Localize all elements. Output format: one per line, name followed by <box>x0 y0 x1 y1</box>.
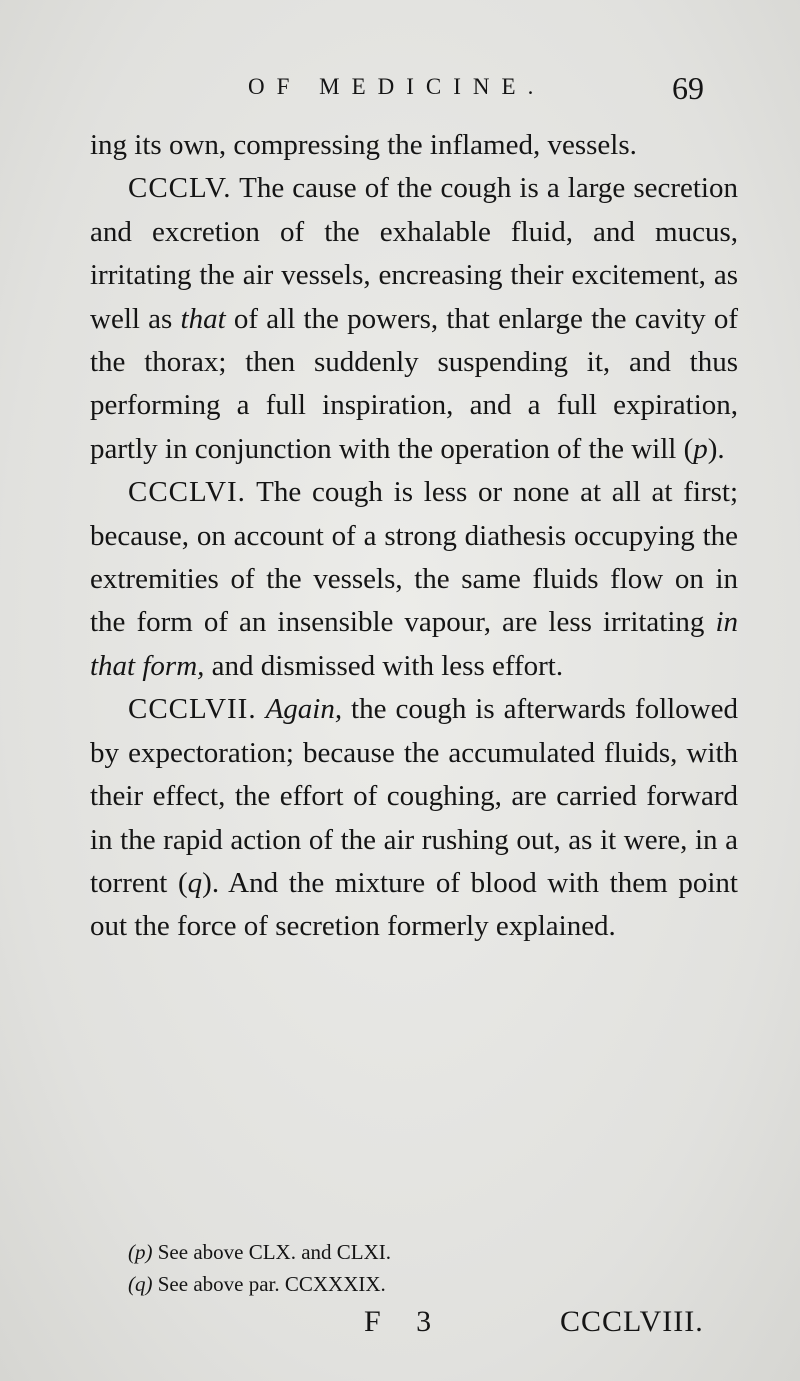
paragraph-text: ing its own, compressing the inflamed, vessels. <box>90 129 637 161</box>
page-footer <box>0 1305 800 1355</box>
page-number: 69 <box>672 70 704 106</box>
paragraph-text: The cough is less or none at all at first; because, on account of a strong diathesis occupying the extremities of the vessels, the same fluids flow on in the form of an insensible vapour, are less irritating <box>90 476 738 639</box>
paragraph-text: The cause of the cough is a large secretion and excretion of the exhalable fluid, and mucus, irritating the air vessels, encreasing their excitement, as well as <box>90 172 738 335</box>
paragraph-text: the cough is afterwards followed by expectoration; because the accumulated fluids, with their effect, the effort of coughing, are carried forward in the rapid action of the air rushing out, as it were, in a torrent ( <box>90 693 738 899</box>
footnote-mark: (q) <box>128 1272 153 1296</box>
paragraph-ccclvi <box>90 471 738 688</box>
paragraph-text: ). And the mixture of blood with them point out the force of secretion formerly explained. <box>90 866 738 943</box>
catchword: CCCLVIII. <box>560 1305 704 1338</box>
italic-text: that <box>180 302 226 335</box>
section-numeral: CCCLV. <box>128 172 232 205</box>
footnote-text: See above CLX. and CLXI. <box>157 1240 392 1264</box>
paragraph-text: and dismissed with less effort. <box>204 649 564 682</box>
footnote-q <box>128 1268 391 1300</box>
footnotes <box>128 1236 391 1300</box>
paragraph-text: of all the powers, that enlarge the cavity of the thorax; then suddenly suspending it, and thus performing a full inspiration, and a full expiration, partly in conjunction with the operation of the will ( <box>90 302 738 465</box>
footnote-mark: (p) <box>128 1240 153 1264</box>
signature-mark: F 3 <box>364 1305 446 1338</box>
footnote-reference: p <box>693 432 708 465</box>
paragraph-ccclv <box>90 167 738 471</box>
section-numeral: CCCLVII. <box>128 693 257 726</box>
running-head <box>0 70 800 110</box>
paragraph-continuation <box>90 124 738 167</box>
footnote-reference: q <box>187 866 203 899</box>
section-numeral: CCCLVI. <box>128 476 246 509</box>
footnote-text: See above par. CCXXXIX. <box>157 1272 386 1296</box>
footnote-p <box>128 1236 391 1268</box>
paragraph-text <box>257 693 266 725</box>
italic-text: Again, <box>265 693 343 726</box>
italic-text: in that form, <box>90 606 738 682</box>
paragraph-text: ). <box>707 432 725 465</box>
running-title: OF MEDICINE. <box>248 74 546 99</box>
paragraph-ccclvii <box>90 688 738 948</box>
body-text <box>90 124 738 949</box>
